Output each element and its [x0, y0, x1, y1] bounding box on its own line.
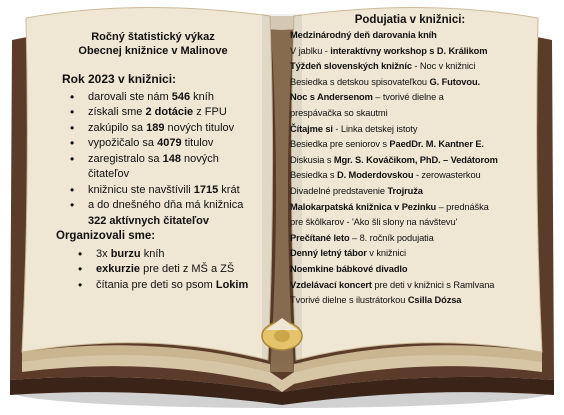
event-line: Besiedka s detskou spisovateľkou G. Futovou.: [290, 76, 481, 87]
stat-item: • knižnicu ste navštívili 1715 krát: [64, 183, 258, 199]
event-line: Besiedka pre seniorov s PaedDr. M. Kantner E.: [290, 139, 484, 150]
stat-item: • zaregistralo sa 148 nových čitateľov: [64, 152, 258, 183]
report-title-line-2: Obecnej knižnice v Malinove: [78, 45, 228, 57]
stat-item: • získali sme 2 dotácie z FPU: [64, 105, 258, 121]
event-line: Denný letný tábor v knižnici: [290, 248, 407, 259]
event-line: prespávačka so skautmi: [290, 107, 388, 118]
event-line: Divadelné predstavenie Trojruža: [290, 185, 423, 196]
organized-heading: Organizovali sme:: [56, 230, 156, 242]
event-line: Malokarpatská knižnica v Pezinku – prednáška: [290, 201, 489, 212]
left-page-content: [48, 30, 258, 293]
event-line: Besiedka s D. Moderdovskou - zerowasterkou: [290, 170, 481, 181]
events-heading: Podujatia v knižnici:: [354, 14, 466, 26]
stat-item: • a do dnešného dňa má knižnica 322 aktívnych čitateľov: [64, 198, 258, 229]
event-line: Tvorivé dielne s ilustrátorkou Csilla Dózsa: [290, 295, 462, 306]
event-line: Prečítané leto – 8. ročník podujatia: [290, 232, 434, 243]
year-heading: Rok 2023 v knižnici:: [62, 72, 177, 86]
event-line: Noemkine bábkové divadlo: [290, 263, 408, 274]
event-line: Týždeň slovenských knižníc - Noc v knižnici: [290, 61, 476, 72]
stat-item: • zakúpilo sa 189 nových titulov: [64, 121, 258, 137]
report-title-line-1: Ročný štatistický výkaz: [91, 31, 215, 43]
event-line: Diskusia s Mgr. S. Kováčikom, PhD. – Vedátorom: [290, 154, 498, 165]
event-line: V jablku - interaktívny workshop s D. Králikom: [290, 45, 488, 56]
event-line: Noc s Andersenom – tvorivé dielne a: [290, 92, 444, 103]
stat-item: • darovali ste nám 546 kníh: [64, 90, 258, 106]
stats-list: [64, 90, 258, 230]
organized-list: [72, 247, 258, 294]
event-line: Vzdelávací koncert pre deti v knižnici s Ramlvana: [290, 279, 495, 290]
report-title: [48, 30, 258, 58]
event-line: pre škôlkarov - 'Ako šli slony na návštevu': [290, 217, 458, 228]
organized-item: • exkurzie pre deti z MŠ a ZŠ: [72, 262, 258, 278]
right-page-content: [290, 13, 530, 309]
stat-item: • vypožičalo sa 4079 titulov: [64, 136, 258, 152]
event-line: Čítajme si - Linka detskej istoty: [290, 123, 418, 134]
organized-item: • čítania pre deti so psom Lokim: [72, 278, 258, 294]
event-line: Medzinárodný deň darovania kníh: [290, 30, 437, 40]
organized-item: • 3x burzu kníh: [72, 247, 258, 263]
events-list: [290, 28, 530, 309]
